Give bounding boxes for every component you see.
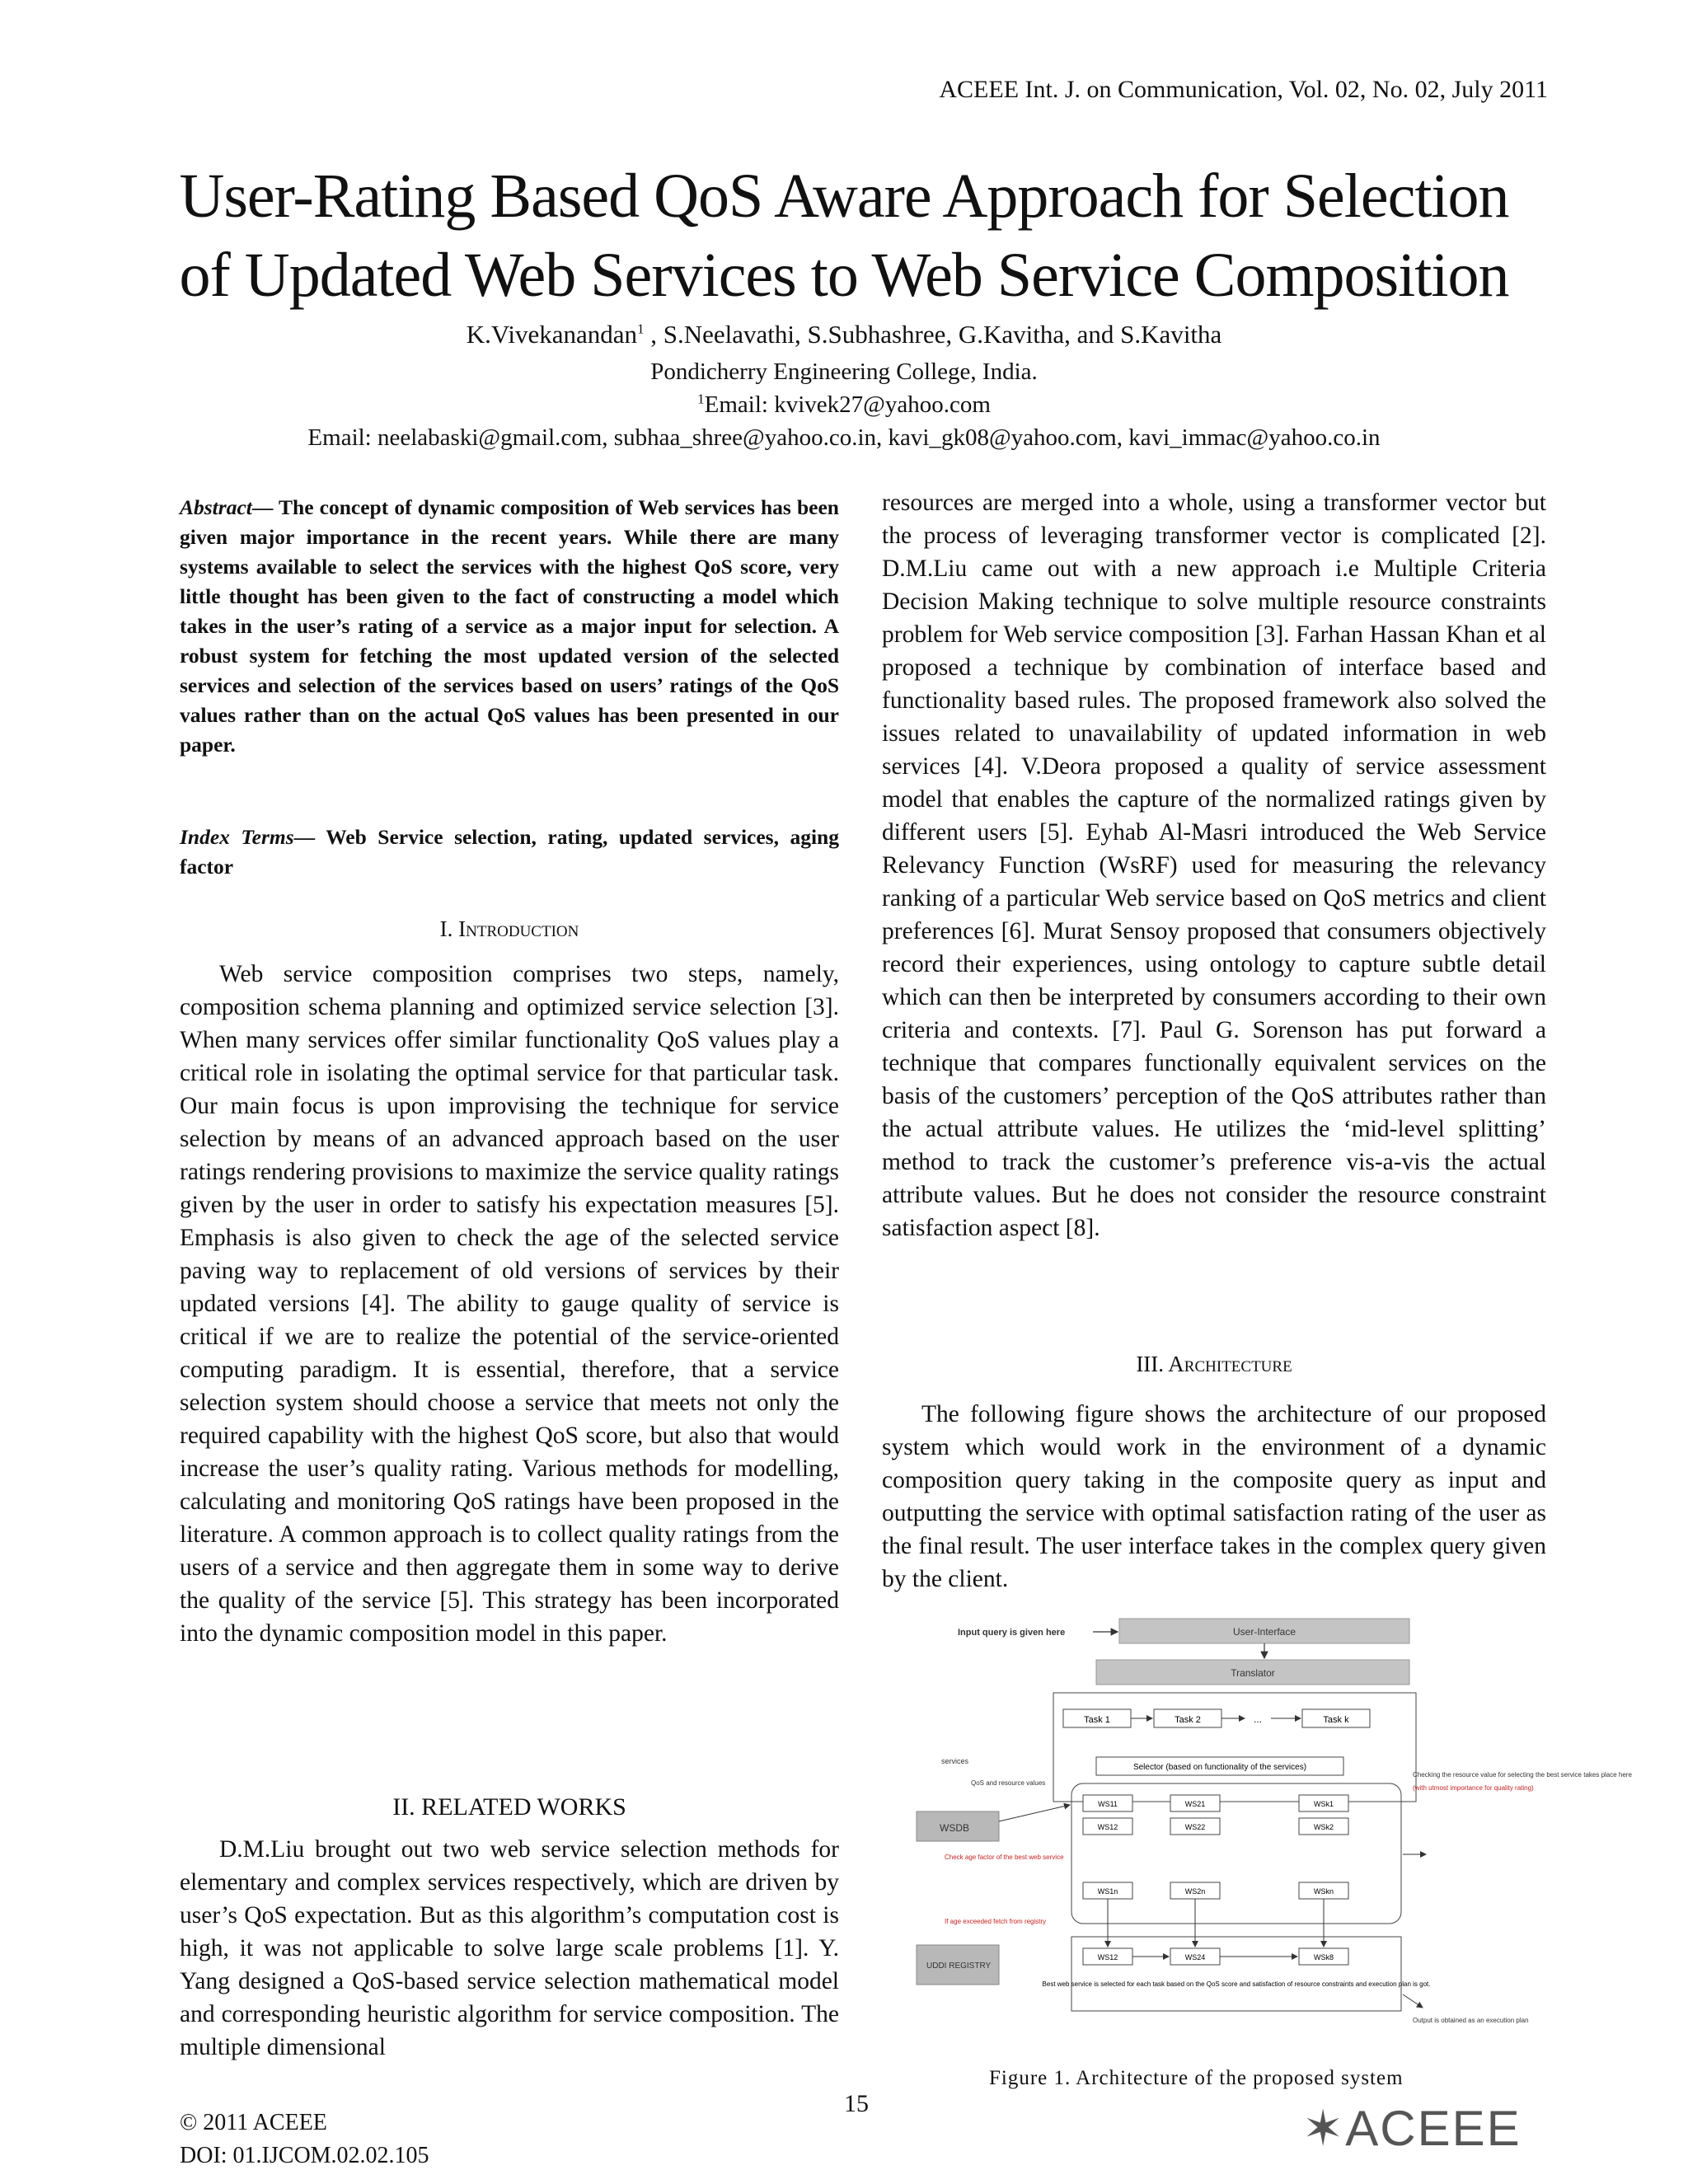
index-terms-text: — Web Service selection, rating, updated services, aging factor (180, 825, 839, 879)
related-section (180, 1833, 839, 2064)
page-number: 15 (844, 2090, 869, 2117)
task-1-label: Task 1 (1084, 1715, 1110, 1725)
best-service-label: Best web service is selected for each task based on the QoS score and satisfaction of resource constraints and execution plan is got. (1042, 1980, 1431, 1988)
uddi-label: UDDI REGISTRY (926, 1961, 992, 1971)
logo-text: ACEEE (1345, 2101, 1522, 2156)
author-list (132, 320, 1556, 349)
star-icon: ✶ (1302, 2101, 1346, 2156)
intro-paragraph: Web service composition comprises two steps, namely, composition schema planning and optimized service selection [3]. When many services offer similar functionality QoS values play a critical role in isolating the optimal service for that particular task. Our main focus is upon improvising the technique for service selection by means of an advanced approach based on the user ratings rendering provisions to maximize the service quality ratings given by the user in order to satisfy his expectation measures [5]. Emphasis is also given to check the age of the selected service paving way to replacement of old versions of services by their updated versions [4]. The ability to gauge quality of service is critical if we are to realize the potential of the service-oriented computing paradigm. It is essential, therefore, that a service selection system should choose a service that meets not only the required capability with the highest QoS score, but also that would increase the user’s quality rating. Various methods for modelling, calculating and monitoring QoS ratings have been proposed in the literature. A common approach is to collect quality ratings from the users of a service and then aggregate them in some way to derive the quality of the service [5]. This strategy has been incorporated into the dynamic composition model in this paper. (180, 961, 839, 1647)
ws-cell: WSk2 (1313, 1823, 1334, 1831)
ws-cell: WS2n (1184, 1887, 1206, 1896)
result-3-label: WSk8 (1313, 1953, 1334, 1961)
doi: DOI: 01.IJCOM.02.02.105 (180, 2143, 429, 2168)
primary-email-text: Email: kvivek27@yahoo.com (704, 391, 991, 418)
index-terms-label: Index Terms (180, 825, 294, 849)
copyright: © 2011 ACEEE (180, 2110, 327, 2135)
index-terms (180, 823, 839, 882)
primary-email (132, 391, 1556, 419)
title-line-2: of Updated Web Services to Web Service Composition (179, 241, 1509, 310)
check-age-label: Check age factor of the best web service (945, 1854, 1064, 1861)
qos-label: QoS and resource values (971, 1779, 1046, 1787)
translator-label: Translator (1231, 1667, 1275, 1679)
task-2-label: Task 2 (1175, 1715, 1201, 1725)
related-continued-paragraph: resources are merged into a whole, using a transformer vector but the process of leveraging transformer vector is complicated [2]. D.M.Liu came out with a new approach i.e Multiple Criteria Decision Making technique to solve multiple resource constraints problem for Web service composition [3]. Farhan Hassan Khan et al proposed a technique by combination of interface based and functionality based rules. The proposed framework also solved the issues related to unavailability of updated information in web services [4]. V.Deora proposed a quality of service assessment model that enables the capture of the normalized ratings given by different users [5]. Eyhab Al-Masri introduced the Web Service Relevancy Function (WsRF) used for measuring the relevancy ranking of a particular Web service based on QoS metrics and client preferences [6]. Murat Sensoy proposed that consumers objectively record their experiences, using ontology to capture subtle detail which can then be interpreted by consumers according to their own criteria and contexts. [7]. Paul G. Sorenson has put forward a technique that compares functionally equivalent services on the basis of the customers’ perception of the QoS attributes rather than the actual attribute values. He utilizes the ‘mid-level splitting’ method to track the customer’s preference vis-a-vis the actual attribute values. But he does not consider the resource constraint satisfaction aspect [8]. (882, 490, 1546, 1241)
age-exceeded-label: If age exceeded fetch from registry (945, 1918, 1047, 1925)
task-k-label: Task k (1323, 1715, 1349, 1725)
checking-red-label: (with utmost importance for quality rating) (1413, 1784, 1534, 1792)
ws-cell: WSkn (1313, 1887, 1334, 1896)
author-emails: Email: neelabaski@gmail.com, subhaa_shree@yahoo.co.in, kavi_gk08@yahoo.com, kavi_immac@yahoo.co.in (307, 424, 1381, 451)
services-label: services (941, 1757, 969, 1765)
result-2-label: WS24 (1184, 1953, 1206, 1961)
result-1-label: WS12 (1097, 1953, 1118, 1961)
first-author: K.Vivekanandan (466, 320, 637, 349)
figure-caption: Figure 1. Architecture of the proposed system (989, 2067, 1404, 2089)
architecture-heading: III. Architecture (1136, 1352, 1292, 1376)
intro-section (180, 958, 839, 1650)
email-sup: 1 (697, 391, 705, 407)
ws-cell: WS22 (1184, 1823, 1206, 1831)
first-author-sup: 1 (637, 321, 645, 337)
architecture-section (882, 1398, 1546, 1596)
abstract-label: Abstract (180, 495, 252, 519)
selector-label: Selector (based on functionality of the services) (1132, 1763, 1307, 1772)
ws-cell: WS21 (1184, 1800, 1206, 1808)
abstract-text: — The concept of dynamic composition of Web services has been given major importance in the recent years. While there are many systems available to select the services with the highest QoS score, very little thought has been given to the fact of constructing a model which takes in the user’s rating of a service as a major input for selection. A robust system for fetching the most updated version of the selected services and selection of the services based on users’ ratings of the QoS values rather than on the actual QoS values has been presented in our paper. (180, 495, 839, 757)
service-column-1 (1083, 1795, 1132, 1899)
intro-heading: I. Introduction (439, 916, 579, 941)
architecture-paragraph: The following figure shows the architecture of our proposed system which would work in the environment of a dynamic composition query taking in the composite query as input and outputting the service with optimal satisfaction rating of the user as the final result. The user interface takes in the complex query given by the client. (882, 1401, 1546, 1592)
output-label: Output is obtained as an execution plan (1413, 2017, 1529, 2024)
affiliation: Pondicherry Engineering College, India. (650, 359, 1038, 385)
other-authors: , S.Neelavathi, S.Subhashree, G.Kavitha, and S.Kavitha (644, 320, 1222, 349)
wsdb-label: WSDB (940, 1822, 969, 1834)
checking-label: Checking the resource value for selecting the best service takes place here (1413, 1771, 1632, 1779)
aceee-logo (1302, 2100, 1522, 2158)
input-query-label: Input query is given here (958, 1628, 1066, 1638)
service-column-3 (1299, 1795, 1348, 1899)
ws-cell: WS1n (1097, 1887, 1118, 1896)
service-column-2 (1170, 1795, 1220, 1899)
ws-cell: WS11 (1098, 1800, 1118, 1808)
related-heading: II. RELATED WORKS (392, 1793, 626, 1821)
paper-title (132, 157, 1556, 315)
ws-cell: WS12 (1097, 1823, 1118, 1831)
task-dots: ... (1253, 1713, 1263, 1725)
journal-header: ACEEE Int. J. on Communication, Vol. 02, No. 02, July 2011 (939, 76, 1548, 103)
user-interface-label: User-Interface (1232, 1626, 1296, 1638)
related-continued (882, 486, 1546, 1244)
title-line-1: User-Rating Based QoS Aware Approach for Selection (179, 162, 1509, 231)
related-paragraph: D.M.Liu brought out two web service selection methods for elementary and complex services respectively, which are driven by user’s QoS expectation. But as this algorithm’s computation cost is high, it was not applicable to solve large scale problems [1]. Y. Yang designed a QoS-based service selection mathematical model and corresponding heuristic algorithm for service composition. The multiple dimensional (180, 1836, 839, 2060)
ws-cell: WSk1 (1313, 1800, 1334, 1808)
abstract (180, 493, 839, 760)
architecture-figure (915, 1607, 1632, 2052)
